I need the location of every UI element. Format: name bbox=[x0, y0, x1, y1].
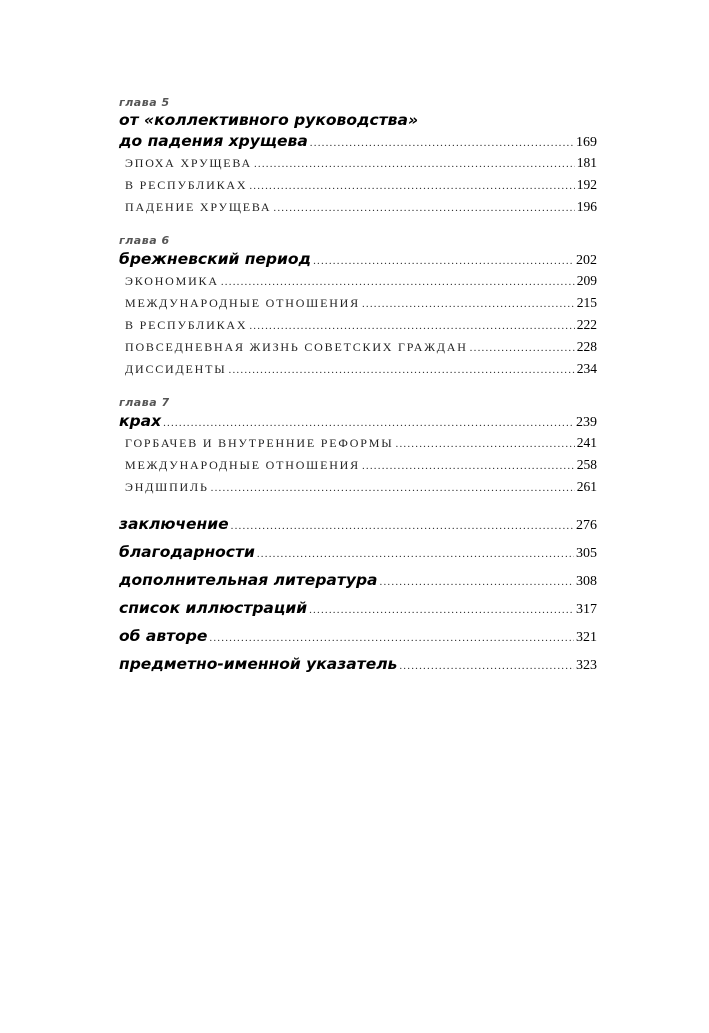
index-entry[interactable] bbox=[119, 650, 597, 678]
section-entry[interactable] bbox=[119, 152, 597, 174]
chapter-7-entry[interactable] bbox=[119, 410, 597, 432]
leader-dots bbox=[310, 132, 574, 154]
conclusion-entry[interactable] bbox=[119, 510, 597, 538]
leader-dots bbox=[273, 197, 574, 219]
section-entry[interactable] bbox=[119, 314, 597, 336]
page-number: 261 bbox=[576, 479, 597, 494]
section-title: ЭКОНОМИКА bbox=[125, 274, 219, 288]
section-title: МЕЖДУНАРОДНЫЕ ОТНОШЕНИЯ bbox=[125, 458, 360, 472]
leader-dots bbox=[313, 250, 574, 272]
table-of-contents bbox=[119, 96, 597, 678]
entry-title: заключение bbox=[119, 515, 229, 533]
leader-dots bbox=[362, 455, 575, 477]
leader-dots bbox=[470, 337, 575, 359]
leader-dots bbox=[163, 412, 574, 434]
page-number: 241 bbox=[576, 435, 597, 450]
section-title: ЭПОХА ХРУЩЕВА bbox=[125, 156, 252, 170]
page-number: 222 bbox=[576, 317, 597, 332]
page-number: 181 bbox=[576, 155, 597, 170]
leader-dots bbox=[211, 477, 575, 499]
acknowledgements-entry[interactable] bbox=[119, 538, 597, 566]
page-number: 258 bbox=[576, 457, 597, 472]
section-title: ГОРБАЧЕВ И ВНУТРЕННИЕ РЕФОРМЫ bbox=[125, 436, 394, 450]
about-author-entry[interactable] bbox=[119, 622, 597, 650]
section-entry[interactable] bbox=[119, 476, 597, 498]
leader-dots bbox=[254, 153, 575, 175]
page-number: 196 bbox=[576, 199, 597, 214]
page-number: 323 bbox=[576, 658, 597, 673]
page-number: 228 bbox=[576, 339, 597, 354]
section-entry[interactable] bbox=[119, 432, 597, 454]
section-entry[interactable] bbox=[119, 358, 597, 380]
leader-dots bbox=[249, 175, 574, 197]
section-entry[interactable] bbox=[119, 454, 597, 476]
chapter-5-label: глава 5 bbox=[119, 96, 170, 109]
entry-title: благодарности bbox=[119, 543, 255, 561]
leader-dots bbox=[362, 293, 575, 315]
chapter-7-title: крах bbox=[119, 412, 162, 430]
chapter-5-title-line-1: от «коллективного руководства» bbox=[119, 111, 419, 129]
illustrations-list-entry[interactable] bbox=[119, 594, 597, 622]
leader-dots bbox=[257, 540, 574, 568]
leader-dots bbox=[309, 596, 574, 624]
section-entry[interactable] bbox=[119, 196, 597, 218]
chapter-6-entry[interactable] bbox=[119, 248, 597, 270]
section-title: В РЕСПУБЛИКАХ bbox=[125, 318, 248, 332]
section-title: МЕЖДУНАРОДНЫЕ ОТНОШЕНИЯ bbox=[125, 296, 360, 310]
section-title: ЭНДШПИЛЬ bbox=[125, 480, 209, 494]
chapter-6-title: брежневский период bbox=[119, 250, 312, 268]
further-reading-entry[interactable] bbox=[119, 566, 597, 594]
entry-title: предметно-именной указатель bbox=[119, 655, 398, 673]
leader-dots bbox=[221, 271, 575, 293]
section-entry[interactable] bbox=[119, 174, 597, 196]
page-number: 276 bbox=[576, 518, 597, 533]
section-entry[interactable] bbox=[119, 292, 597, 314]
entry-title: дополнительная литература bbox=[119, 571, 378, 589]
leader-dots bbox=[399, 652, 574, 680]
section-title: ПОВСЕДНЕВНАЯ ЖИЗНЬ СОВЕТСКИХ ГРАЖДАН bbox=[125, 340, 468, 354]
leader-dots bbox=[231, 512, 574, 540]
chapter-7-label: глава 7 bbox=[119, 396, 170, 409]
page-number: 234 bbox=[576, 361, 597, 376]
page-number: 209 bbox=[576, 273, 597, 288]
page-number: 215 bbox=[576, 295, 597, 310]
spacer bbox=[119, 498, 597, 508]
section-title: ПАДЕНИЕ ХРУЩЕВА bbox=[125, 200, 272, 214]
section-title: В РЕСПУБЛИКАХ bbox=[125, 178, 248, 192]
page-number: 202 bbox=[576, 253, 597, 268]
page-number: 192 bbox=[576, 177, 597, 192]
chapter-5-entry[interactable] bbox=[119, 130, 597, 152]
chapter-6-label: глава 6 bbox=[119, 234, 170, 247]
page-number: 321 bbox=[576, 630, 597, 645]
page-number: 169 bbox=[576, 135, 597, 150]
section-entry[interactable] bbox=[119, 270, 597, 292]
page-number: 305 bbox=[576, 546, 597, 561]
section-entry[interactable] bbox=[119, 336, 597, 358]
leader-dots bbox=[380, 568, 574, 596]
entry-title: об авторе bbox=[119, 627, 208, 645]
leader-dots bbox=[229, 359, 575, 381]
page-number: 317 bbox=[576, 602, 597, 617]
chapter-5-title-line-2: до падения хрущева bbox=[119, 132, 308, 150]
back-matter bbox=[119, 510, 597, 678]
page-number: 308 bbox=[576, 574, 597, 589]
leader-dots bbox=[209, 624, 574, 652]
leader-dots bbox=[396, 433, 575, 455]
page-number: 239 bbox=[576, 415, 597, 430]
section-title: ДИССИДЕНТЫ bbox=[125, 362, 227, 376]
entry-title: список иллюстраций bbox=[119, 599, 308, 617]
leader-dots bbox=[249, 315, 574, 337]
